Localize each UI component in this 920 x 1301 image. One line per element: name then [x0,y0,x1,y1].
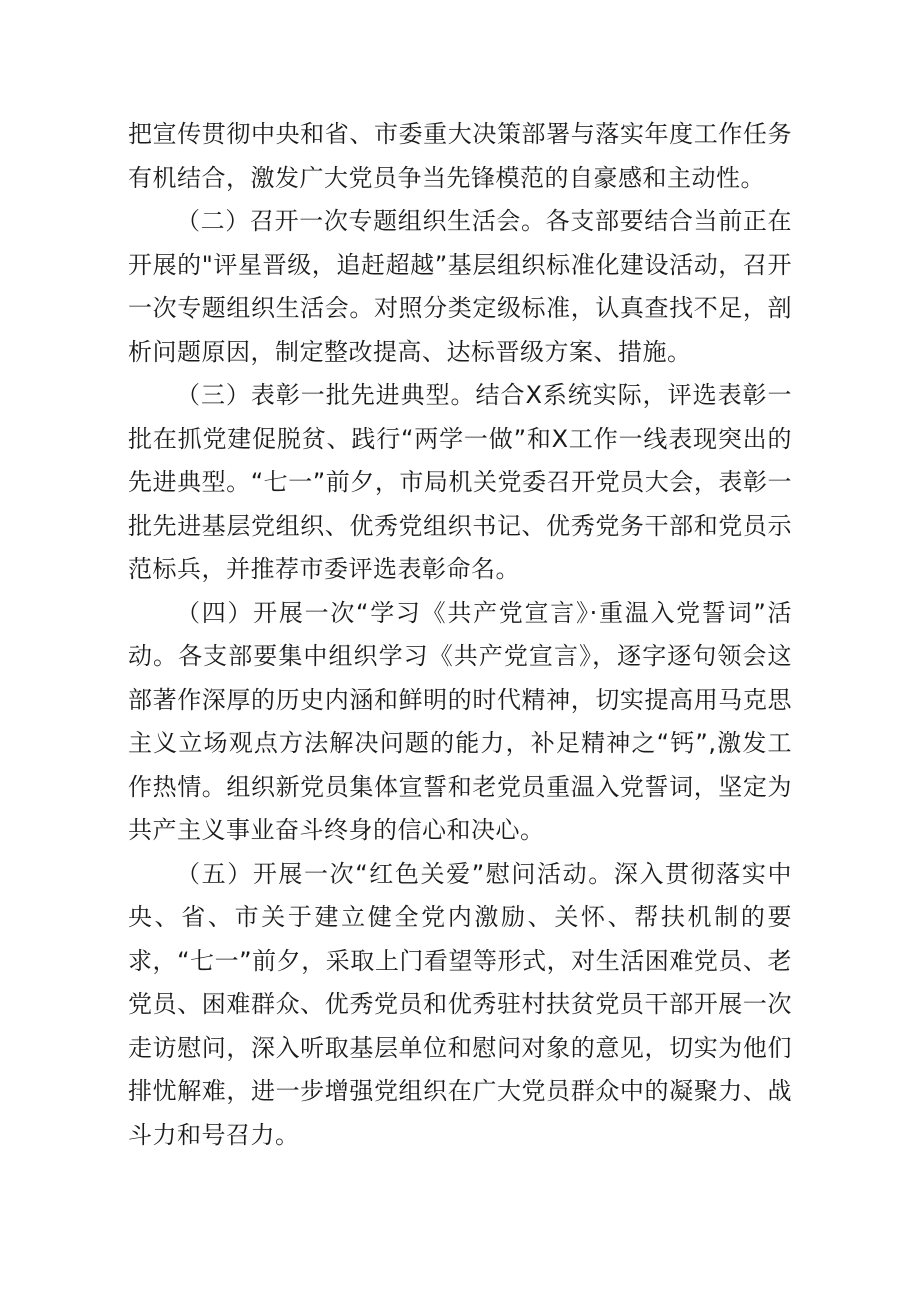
paragraph-section-2: （二）召开一次专题组织生活会。各支部要结合当前正在开展的"评星晋级，追赶超越”基层组织标准化建设活动，召开一次专题组织生活会。对照分类定级标准，认真查找不足，剖析问题原因，制定整改提高、达标晋级方案、措施。 [128,207,792,366]
paragraph-section-5: （五）开展一次“红色关爱”慰问活动。深入贯彻落实中央、省、市关于建立健全党内激励、关怀、帮扶机制的要求，“七一”前夕，采取上门看望等形式，对生活困难党员、老党员、困难群众、优秀党员和优秀驻村扶贫党员干部开展一次走访慰问，深入听取基层单位和慰问对象的意见，切实为他们排忧解难，进一步增强党组织在广大党员群众中的凝聚力、战斗力和号召力。 [128,859,792,1149]
document-body [128,113,792,1157]
paragraph-continuation: 把宣传贯彻中央和省、市委重大决策部署与落实年度工作任务有机结合，激发广大党员争当先锋模范的自豪感和主动性。 [128,120,792,192]
paragraph-section-3: （三）表彰一批先进典型。结合X系统实际，评选表彰一批在抓党建促脱贫、践行“两学一做”和X工作一线表现突出的先进典型。“七一”前夕，市局机关党委召开党员大会，表彰一批先进基层党组织、优秀党组织书记、优秀党务干部和党员示范标兵，并推荐市委评选表彰命名。 [128,381,792,583]
paragraph-section-4: （四）开展一次“学习《共产党宣言》·重温入党誓词”活动。各支部要集中组织学习《共产党宣言》，逐字逐句领会这部著作深厚的历史内涵和鲜明的时代精神，切实提高用马克思主义立场观点方法解决问题的能力，补足精神之“钙”,激发工作热情。组织新党员集体宣誓和老党员重温入党誓词，坚定为共产主义事业奋斗终身的信心和决心。 [128,598,792,844]
